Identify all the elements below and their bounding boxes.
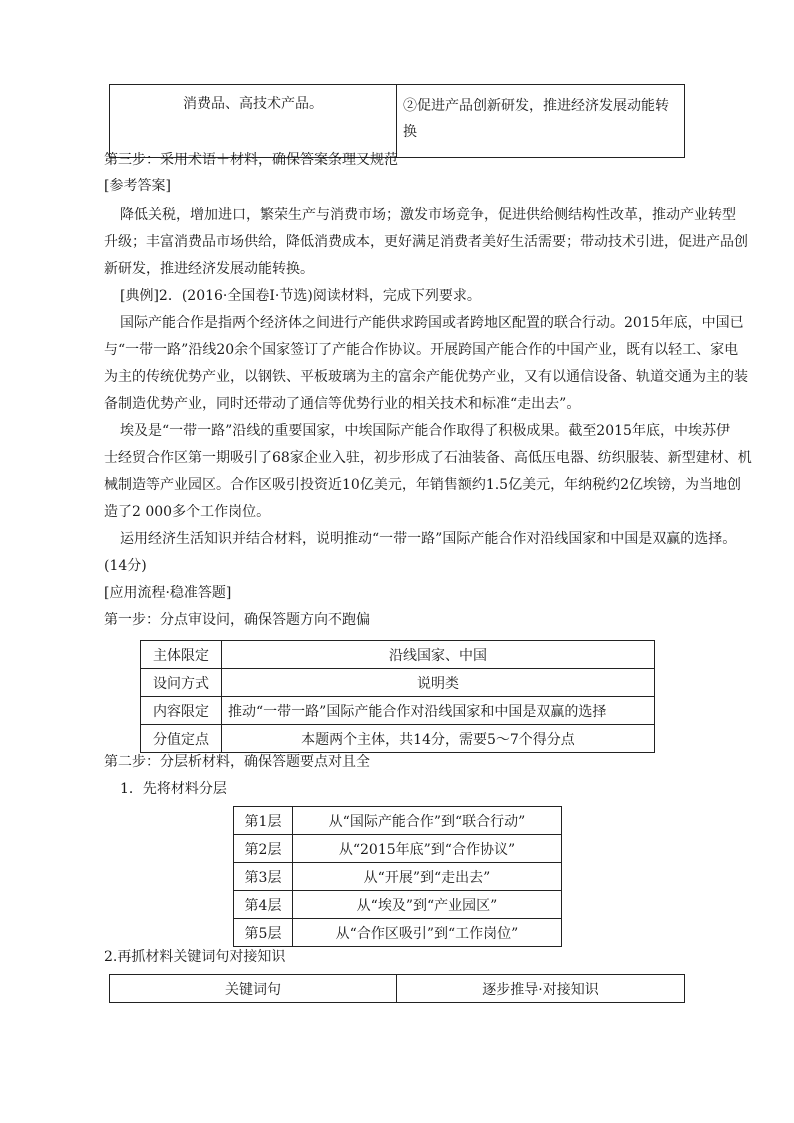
table-row bbox=[234, 863, 562, 891]
step-one-heading: 第一步：分点审设问，确保答题方向不跑偏 bbox=[104, 612, 370, 628]
sub-heading: 1．先将材料分层 bbox=[120, 781, 227, 797]
table-row bbox=[234, 835, 562, 863]
answer-line: 升级；丰富消费品市场供给，降低消费成本，更好满足消费者美好生活需要；带动技术引进，促进产品创 bbox=[104, 234, 748, 250]
table-cell: 第5层 bbox=[234, 919, 293, 947]
continuation-table bbox=[109, 84, 685, 158]
table-cell: 说明类 bbox=[222, 669, 655, 697]
table-row bbox=[110, 85, 685, 158]
table-cell: 从“2015年底”到“合作协议” bbox=[293, 835, 562, 863]
table-cell: 第4层 bbox=[234, 891, 293, 919]
example-title: [典例]2．(2016·全国卷Ⅰ·节选)阅读材料，完成下列要求。 bbox=[120, 288, 481, 304]
table-cell: 从“埃及”到“产业园区” bbox=[293, 891, 562, 919]
step-three-heading: 第三步：采用术语＋材料，确保答案条理又规范 bbox=[104, 152, 398, 168]
material-line: 械制造等产业园区。合作区吸引投资近10亿美元，年销售额约1.5亿美元，年纳税约2亿埃镑，为当地创 bbox=[104, 477, 741, 493]
material-line: 与“一带一路”沿线20余个国家签订了产能合作协议。开展跨国产能合作的中国产业，既有以轻工、家电 bbox=[104, 342, 739, 358]
material-line: 国际产能合作是指两个经济体之间进行产能供求跨国或者跨地区配置的联合行动。2015年底，中国已 bbox=[120, 315, 744, 331]
question-score: (14分) bbox=[104, 558, 147, 574]
material-line: 造了2 000多个工作岗位。 bbox=[104, 504, 271, 520]
material-line: 埃及是“一带一路”沿线的重要国家，中埃国际产能合作取得了积极成果。截至2015年底，中埃苏伊 bbox=[120, 423, 730, 439]
table-cell: 第1层 bbox=[234, 807, 293, 835]
table-cell: 从“开展”到“走出去” bbox=[293, 863, 562, 891]
table-cell: 内容限定 bbox=[141, 697, 222, 725]
table-cell: 消费品、高技术产品。 bbox=[110, 85, 397, 158]
sub-heading: 2.再抓材料关键词句对接知识 bbox=[104, 949, 286, 965]
table-row bbox=[234, 807, 562, 835]
question-line: 运用经济生活知识并结合材料，说明推动“一带一路”国际产能合作对沿线国家和中国是双赢的选择。 bbox=[120, 531, 737, 547]
table-cell: 分值定点 bbox=[141, 725, 222, 753]
flow-label: [应用流程·稳准答题] bbox=[104, 585, 232, 601]
table-header-cell: 关键词句 bbox=[110, 975, 397, 1003]
answer-line: 降低关税，增加进口，繁荣生产与消费市场；激发市场竞争，促进供给侧结构性改革，推动产业转型 bbox=[120, 207, 736, 223]
table-cell: 主体限定 bbox=[141, 641, 222, 669]
table-row bbox=[110, 975, 685, 1003]
material-line: 为主的传统优势产业，以钢铁、平板玻璃为主的富余产能优势产业，又有以通信设备、轨道交通为主的装 bbox=[104, 369, 748, 385]
table-row bbox=[141, 725, 655, 753]
table-cell: 推动“一带一路”国际产能合作对沿线国家和中国是双赢的选择 bbox=[222, 697, 655, 725]
material-line: 士经贸合作区第一期吸引了68家企业入驻，初步形成了石油装备、高低压电器、纺织服装、新型建材、机 bbox=[104, 450, 752, 466]
table-cell: 第2层 bbox=[234, 835, 293, 863]
table-cell: 从“合作区吸引”到“工作岗位” bbox=[293, 919, 562, 947]
keyword-knowledge-table bbox=[109, 974, 685, 1003]
table-cell: ②促进产品创新研发，推进经济发展动能转换 bbox=[397, 85, 685, 158]
table-cell: 第3层 bbox=[234, 863, 293, 891]
table-row bbox=[234, 891, 562, 919]
question-analysis-table bbox=[140, 640, 655, 753]
table-row bbox=[141, 641, 655, 669]
table-row bbox=[141, 669, 655, 697]
answer-line: 新研发，推进经济发展动能转换。 bbox=[104, 261, 314, 277]
material-layers-table bbox=[233, 806, 562, 947]
table-row bbox=[234, 919, 562, 947]
table-cell: 沿线国家、中国 bbox=[222, 641, 655, 669]
material-line: 备制造优势产业，同时还带动了通信等优势行业的相关技术和标准“走出去”。 bbox=[104, 396, 581, 412]
reference-answer-label: [参考答案] bbox=[104, 178, 171, 194]
table-cell: 从“国际产能合作”到“联合行动” bbox=[293, 807, 562, 835]
table-header-cell: 逐步推导·对接知识 bbox=[397, 975, 685, 1003]
table-cell: 本题两个主体，共14分，需要5～7个得分点 bbox=[222, 725, 655, 753]
table-cell: 设问方式 bbox=[141, 669, 222, 697]
table-row bbox=[141, 697, 655, 725]
step-two-heading: 第二步：分层析材料，确保答题要点对且全 bbox=[104, 754, 370, 770]
